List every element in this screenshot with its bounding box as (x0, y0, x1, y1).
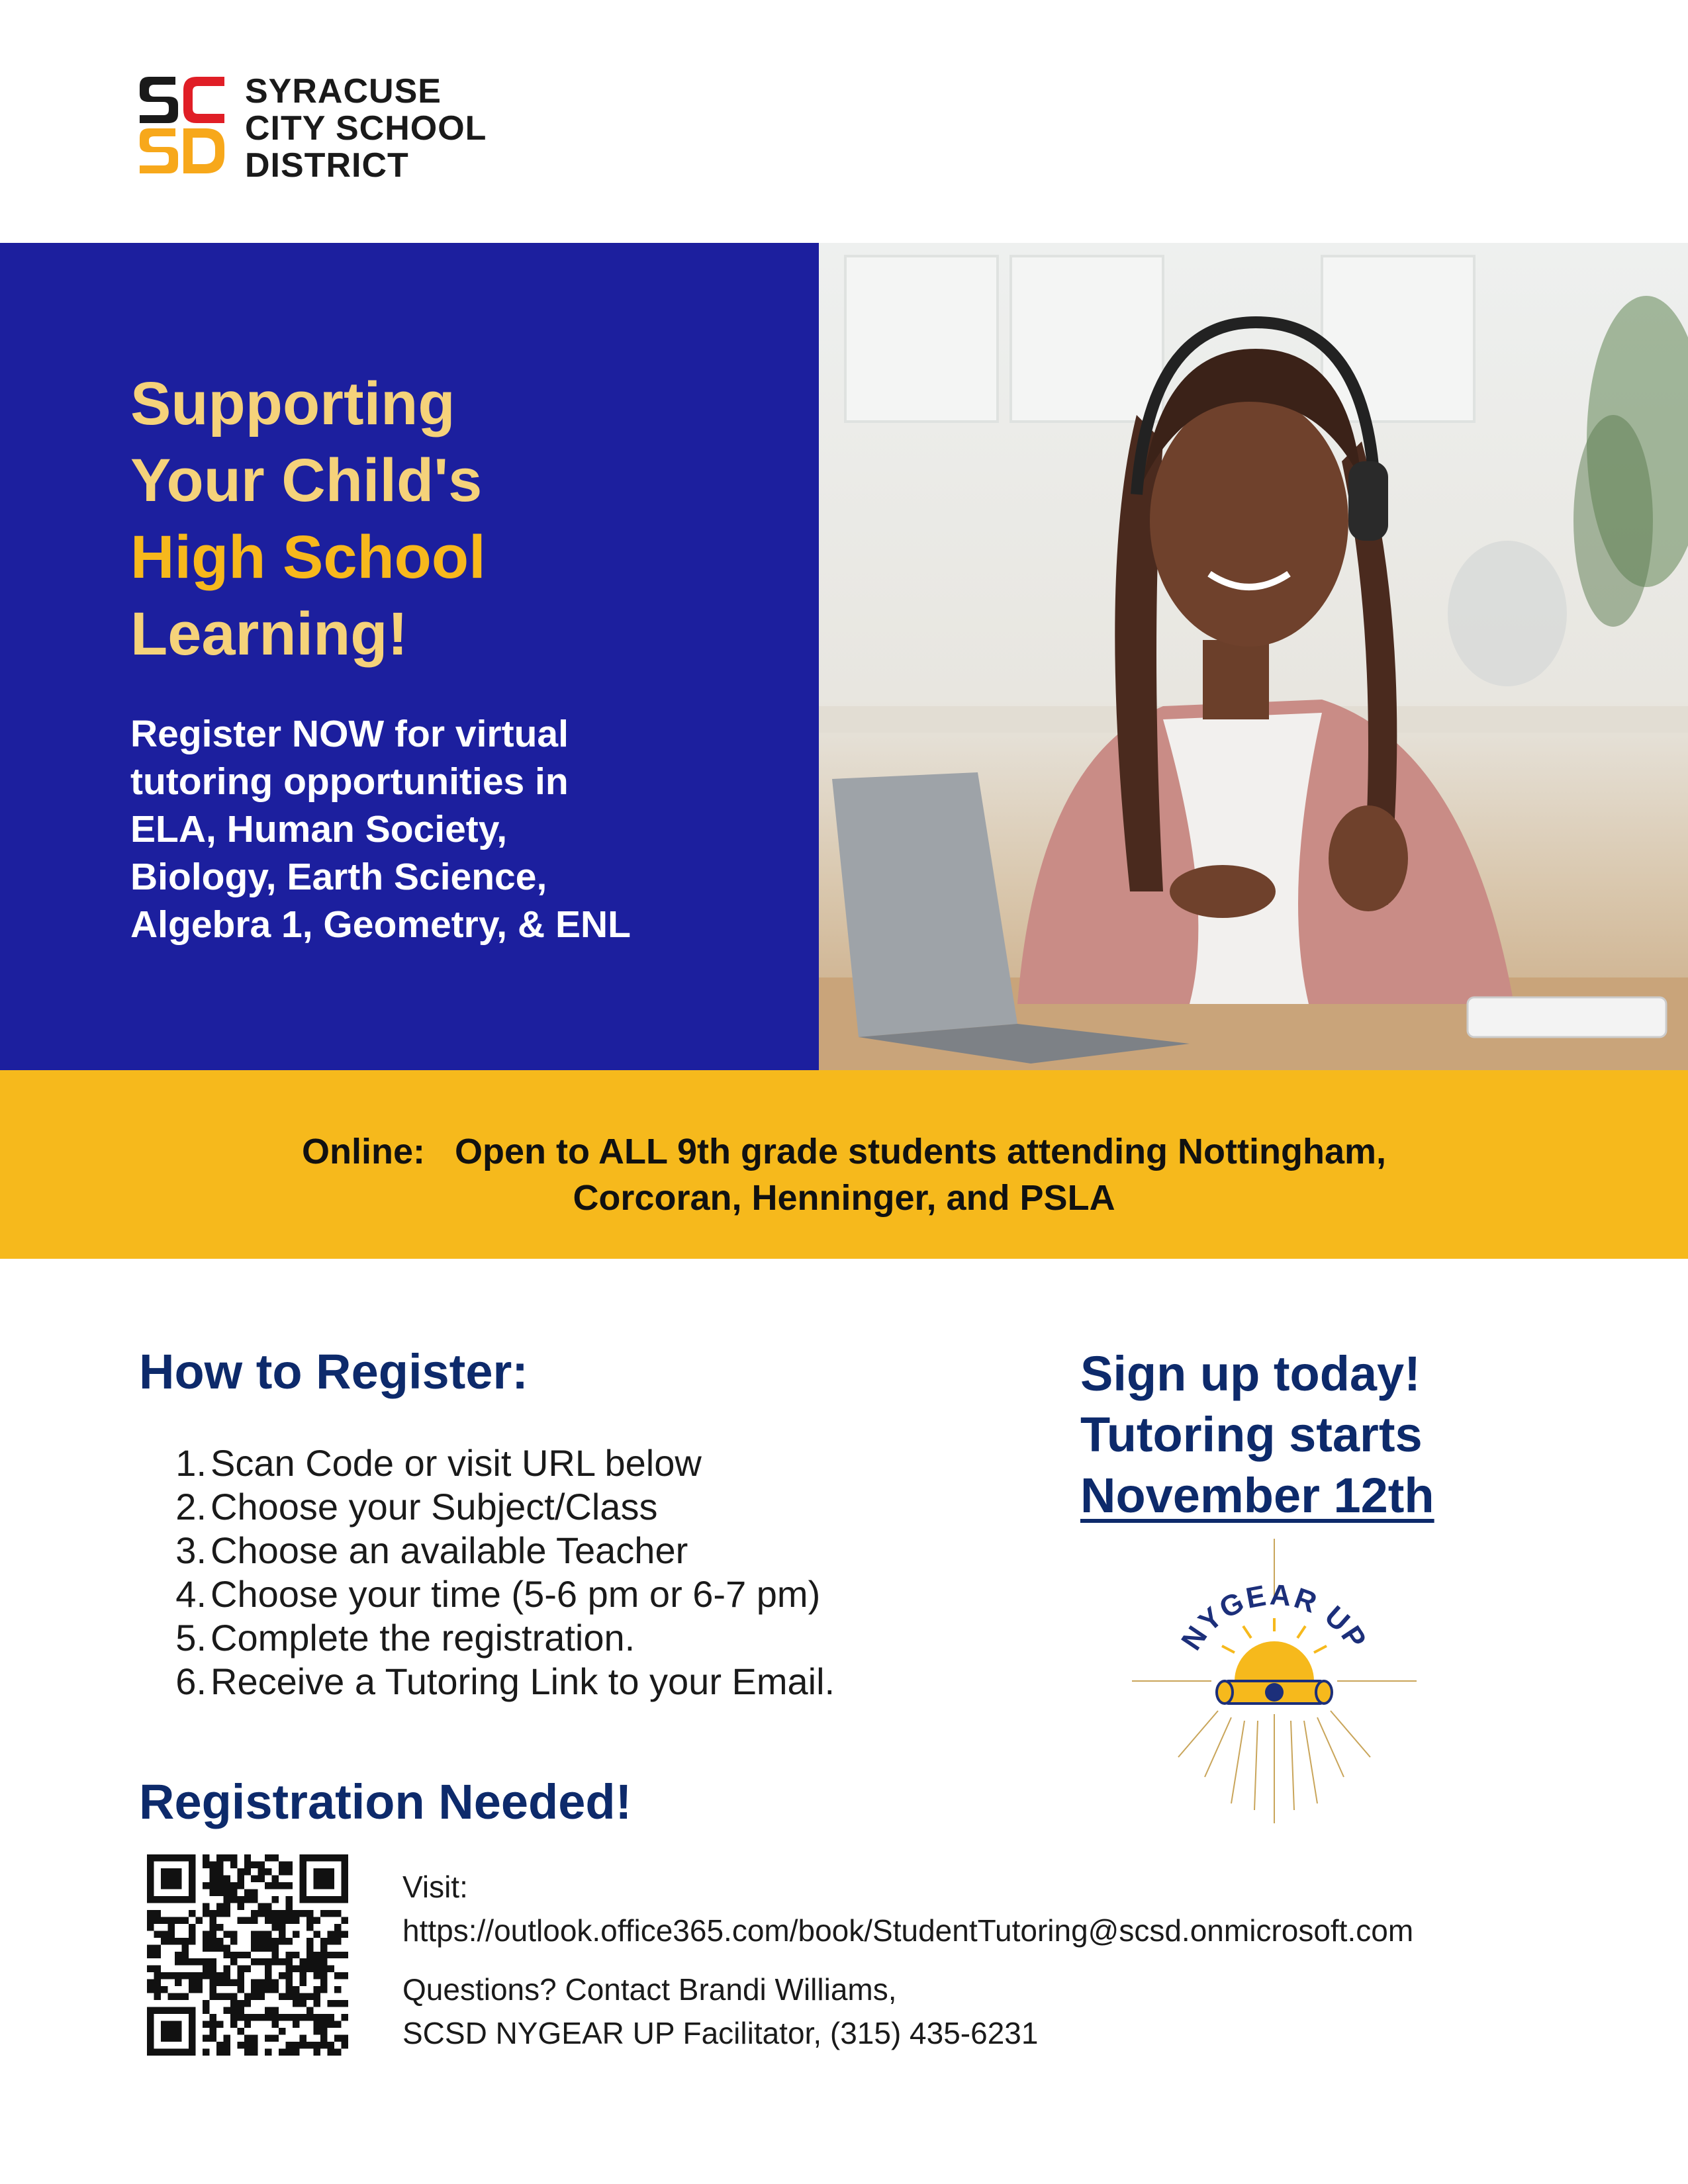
district-logo (136, 71, 506, 184)
list-item: 5. Complete the registration. (175, 1617, 635, 1659)
district-name-line: SYRACUSE (245, 72, 442, 111)
step-text: Choose your time (5-6 pm or 6-7 pm) (211, 1573, 821, 1615)
list-item: 6. Receive a Tutoring Link to your Email. (175, 1661, 835, 1702)
online-label: Online: (302, 1132, 425, 1171)
signup-line: Tutoring starts (1080, 1407, 1423, 1462)
step-text: Receive a Tutoring Link to your Email. (211, 1661, 835, 1702)
visit-label: Visit: (402, 1870, 468, 1904)
step-text: Scan Code or visit URL below (211, 1442, 702, 1484)
scsd-logo-mark (136, 71, 228, 177)
nygear-up-emblem-icon (1132, 1539, 1417, 1823)
hero-title (130, 365, 486, 672)
step-text: Complete the registration. (211, 1617, 635, 1659)
contact-line: Questions? Contact Brandi Williams, (402, 1972, 897, 2007)
hero-description-line: tutoring opportunities in (130, 760, 569, 803)
hero-title-line: Your Child's (130, 447, 483, 514)
list-item: 1. Scan Code or visit URL below (175, 1442, 702, 1484)
hero-description-line: Biology, Earth Science, (130, 856, 547, 898)
eligibility-line-1-text: Open to ALL 9th grade students attending Nottingham, (455, 1132, 1386, 1171)
registration-needed-heading: Registration Needed! (139, 1774, 632, 1829)
district-name-line: CITY SCHOOL (245, 109, 487, 148)
nygear-up-logo (1132, 1539, 1417, 1823)
eligibility-text (0, 1128, 1688, 1221)
step-text: Choose your Subject/Class (211, 1486, 658, 1527)
hero-description (130, 710, 766, 948)
registration-url-link[interactable]: https://outlook.office365.com/book/StudentTutoring@scsd.onmicrosoft.com (402, 1913, 1414, 1948)
signup-callout (1080, 1343, 1434, 1526)
step-text: Choose an available Teacher (211, 1529, 688, 1571)
eligibility-line-1 (0, 1128, 1688, 1175)
list-item: 2. Choose your Subject/Class (175, 1486, 658, 1527)
contact-info (402, 1968, 1038, 2055)
hero-description-line: ELA, Human Society, (130, 808, 508, 850)
hero-panel (0, 243, 819, 1070)
visit-info (402, 1865, 1413, 1952)
hero-title-line: Learning! (130, 600, 408, 668)
eligibility-line-2: Corcoran, Henninger, and PSLA (573, 1178, 1115, 1218)
student-photo (819, 243, 1688, 1070)
contact-line: SCSD NYGEAR UP Facilitator, (315) 435-6231 (402, 2016, 1039, 2050)
hero-title-line-highlight: High School (130, 523, 486, 591)
start-date: November 12th (1080, 1468, 1434, 1523)
hero-description-line: Register NOW for virtual (130, 713, 569, 755)
list-item: 4. Choose your time (5-6 pm or 6-7 pm) (175, 1573, 821, 1615)
district-name-line: DISTRICT (245, 146, 409, 185)
eligibility-banner (0, 1070, 1688, 1259)
list-item: 3. Choose an available Teacher (175, 1529, 688, 1571)
hero-title-line: Supporting (130, 370, 455, 437)
registration-qr-code[interactable] (147, 1854, 348, 2056)
nygear-up-text: NYGEAR UP (1175, 1578, 1374, 1657)
qr-code-icon (147, 1854, 348, 2056)
district-name (245, 73, 487, 184)
student-with-laptop-illustration (819, 243, 1688, 1070)
signup-line: Sign up today! (1080, 1346, 1421, 1401)
registration-steps (164, 1441, 835, 1704)
hero-description-line: Algebra 1, Geometry, & ENL (130, 903, 631, 946)
how-to-register-heading: How to Register: (139, 1344, 528, 1399)
